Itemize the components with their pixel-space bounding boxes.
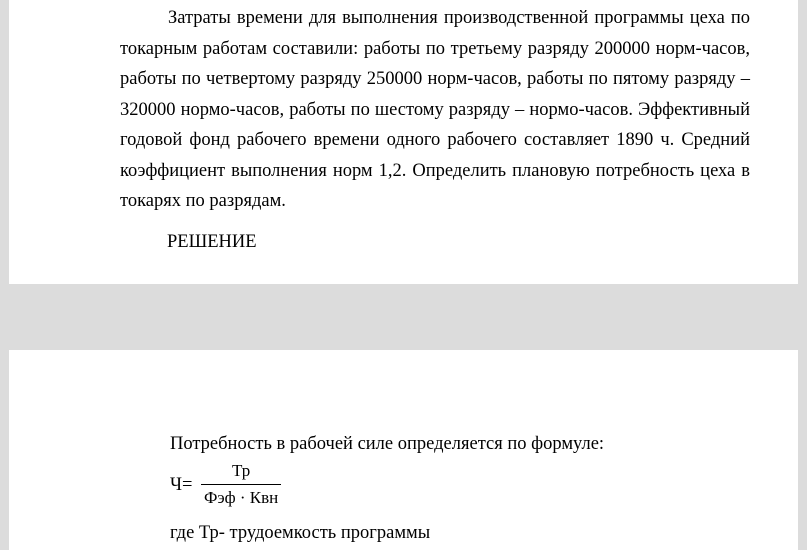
document-page-bottom — [9, 350, 798, 550]
problem-statement: Затраты времени для выполнения производственной программы цеха по токарным работам составили: работы по третьему разряду 200000 норм-часов, работы по четвертому разряду 250000 норм-часов, работы по пятому разряду – 320000 нормо-часов, работы по шестому разряду – нормо-часов. Эффективный годовой фонд рабочего времени одного рабочего составляет 1890 ч. Средний коэффициент выполнения норм 1,2. Определить плановую потребность цеха в токарях по разрядам. — [120, 8, 750, 211]
formula-denominator: Фэф · Квн — [204, 488, 279, 507]
solution-heading: РЕШЕНИЕ — [167, 232, 257, 252]
document-page-top — [9, 0, 798, 284]
formula-intro: Потребность в рабочей силе определяется по формуле: — [170, 434, 605, 454]
formula-explanation: где Тр- трудоемкость программы — [170, 523, 431, 543]
workforce-formula — [170, 461, 310, 513]
formula-lhs: Ч= — [170, 475, 193, 495]
fraction-bar — [201, 484, 281, 485]
formula-numerator: Тр — [232, 461, 251, 480]
